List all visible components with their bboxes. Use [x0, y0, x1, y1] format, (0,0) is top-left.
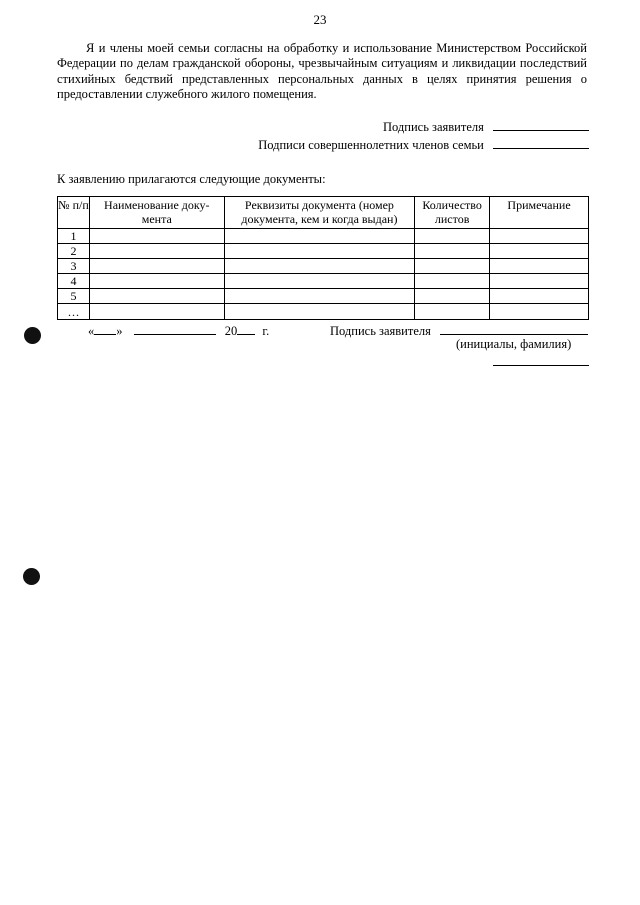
punch-hole-top: [24, 327, 41, 344]
cell-details[interactable]: [224, 274, 414, 289]
applicant-signature-line[interactable]: [493, 118, 589, 131]
year-prefix: 20: [224, 324, 238, 338]
family-signature-line[interactable]: [493, 136, 589, 149]
cell-notes[interactable]: [490, 274, 589, 289]
page-number: 23: [313, 12, 327, 27]
cell-notes[interactable]: [490, 244, 589, 259]
table-row: [58, 274, 589, 289]
cell-sheets[interactable]: [415, 289, 490, 304]
applicant-signature-label: Подпись заявителя: [383, 120, 484, 134]
cell-sheets[interactable]: [415, 274, 490, 289]
col-header-number: № п/п: [58, 197, 90, 229]
cell-notes[interactable]: [490, 229, 589, 244]
cell-details[interactable]: [224, 229, 414, 244]
quote-close: »: [116, 324, 123, 338]
documents-table: [57, 196, 589, 320]
cell-name[interactable]: [89, 259, 224, 274]
table-row: [58, 259, 589, 274]
cell-name[interactable]: [89, 274, 224, 289]
month-blank[interactable]: [134, 322, 216, 335]
cell-sheets[interactable]: [415, 229, 490, 244]
cell-name[interactable]: [89, 304, 224, 319]
table-row: [58, 304, 589, 319]
row-number: …: [58, 304, 90, 319]
cell-name[interactable]: [89, 244, 224, 259]
consent-paragraph: Я и члены моей семьи согласны на обработку и использование Министерством Российской Федерации по делам гражданской обороны, чрезвычайным ситуациям и ликвидации последствий стихийных бедствий представленных персональных данных в целях принятия решения о предоставлении служебного жилого помещения.: [57, 41, 587, 101]
cell-name[interactable]: [89, 229, 224, 244]
date-field: [88, 322, 269, 339]
row-number: 1: [58, 229, 90, 244]
row-number: 2: [58, 244, 90, 259]
cell-details[interactable]: [224, 289, 414, 304]
applicant-signature-row: [383, 118, 589, 135]
table-row: [58, 229, 589, 244]
quote-open: «: [88, 324, 95, 338]
table-row: [58, 289, 589, 304]
family-signature-row: [258, 136, 589, 153]
col-header-notes: Примечание: [490, 197, 589, 229]
year-suffix: г.: [262, 324, 270, 338]
punch-hole-bottom: [23, 568, 40, 585]
cell-notes[interactable]: [490, 259, 589, 274]
table-header-row: [58, 197, 589, 229]
cell-notes[interactable]: [490, 304, 589, 319]
attachments-intro: К заявлению прилагаются следующие документы:: [57, 172, 326, 186]
footer-signature-line[interactable]: [440, 322, 588, 335]
table-row: [58, 244, 589, 259]
family-signature-label: Подписи совершеннолетних членов семьи: [258, 138, 484, 152]
col-header-sheets: Количество листов: [415, 197, 490, 229]
row-number: 5: [58, 289, 90, 304]
footer-signature-label: Подпись заявителя: [330, 324, 431, 338]
cell-notes[interactable]: [490, 289, 589, 304]
extra-signature-line[interactable]: [493, 365, 589, 366]
col-header-details: Реквизиты документа (номер документа, кем и когда выдан): [224, 197, 414, 229]
year-blank[interactable]: [237, 322, 255, 335]
cell-details[interactable]: [224, 259, 414, 274]
cell-sheets[interactable]: [415, 244, 490, 259]
cell-details[interactable]: [224, 244, 414, 259]
col-header-name: Наименование доку-мента: [89, 197, 224, 229]
row-number: 4: [58, 274, 90, 289]
cell-sheets[interactable]: [415, 304, 490, 319]
cell-name[interactable]: [89, 289, 224, 304]
cell-details[interactable]: [224, 304, 414, 319]
cell-sheets[interactable]: [415, 259, 490, 274]
row-number: 3: [58, 259, 90, 274]
initials-caption: (инициалы, фамилия): [456, 337, 572, 351]
day-blank[interactable]: [94, 322, 116, 335]
